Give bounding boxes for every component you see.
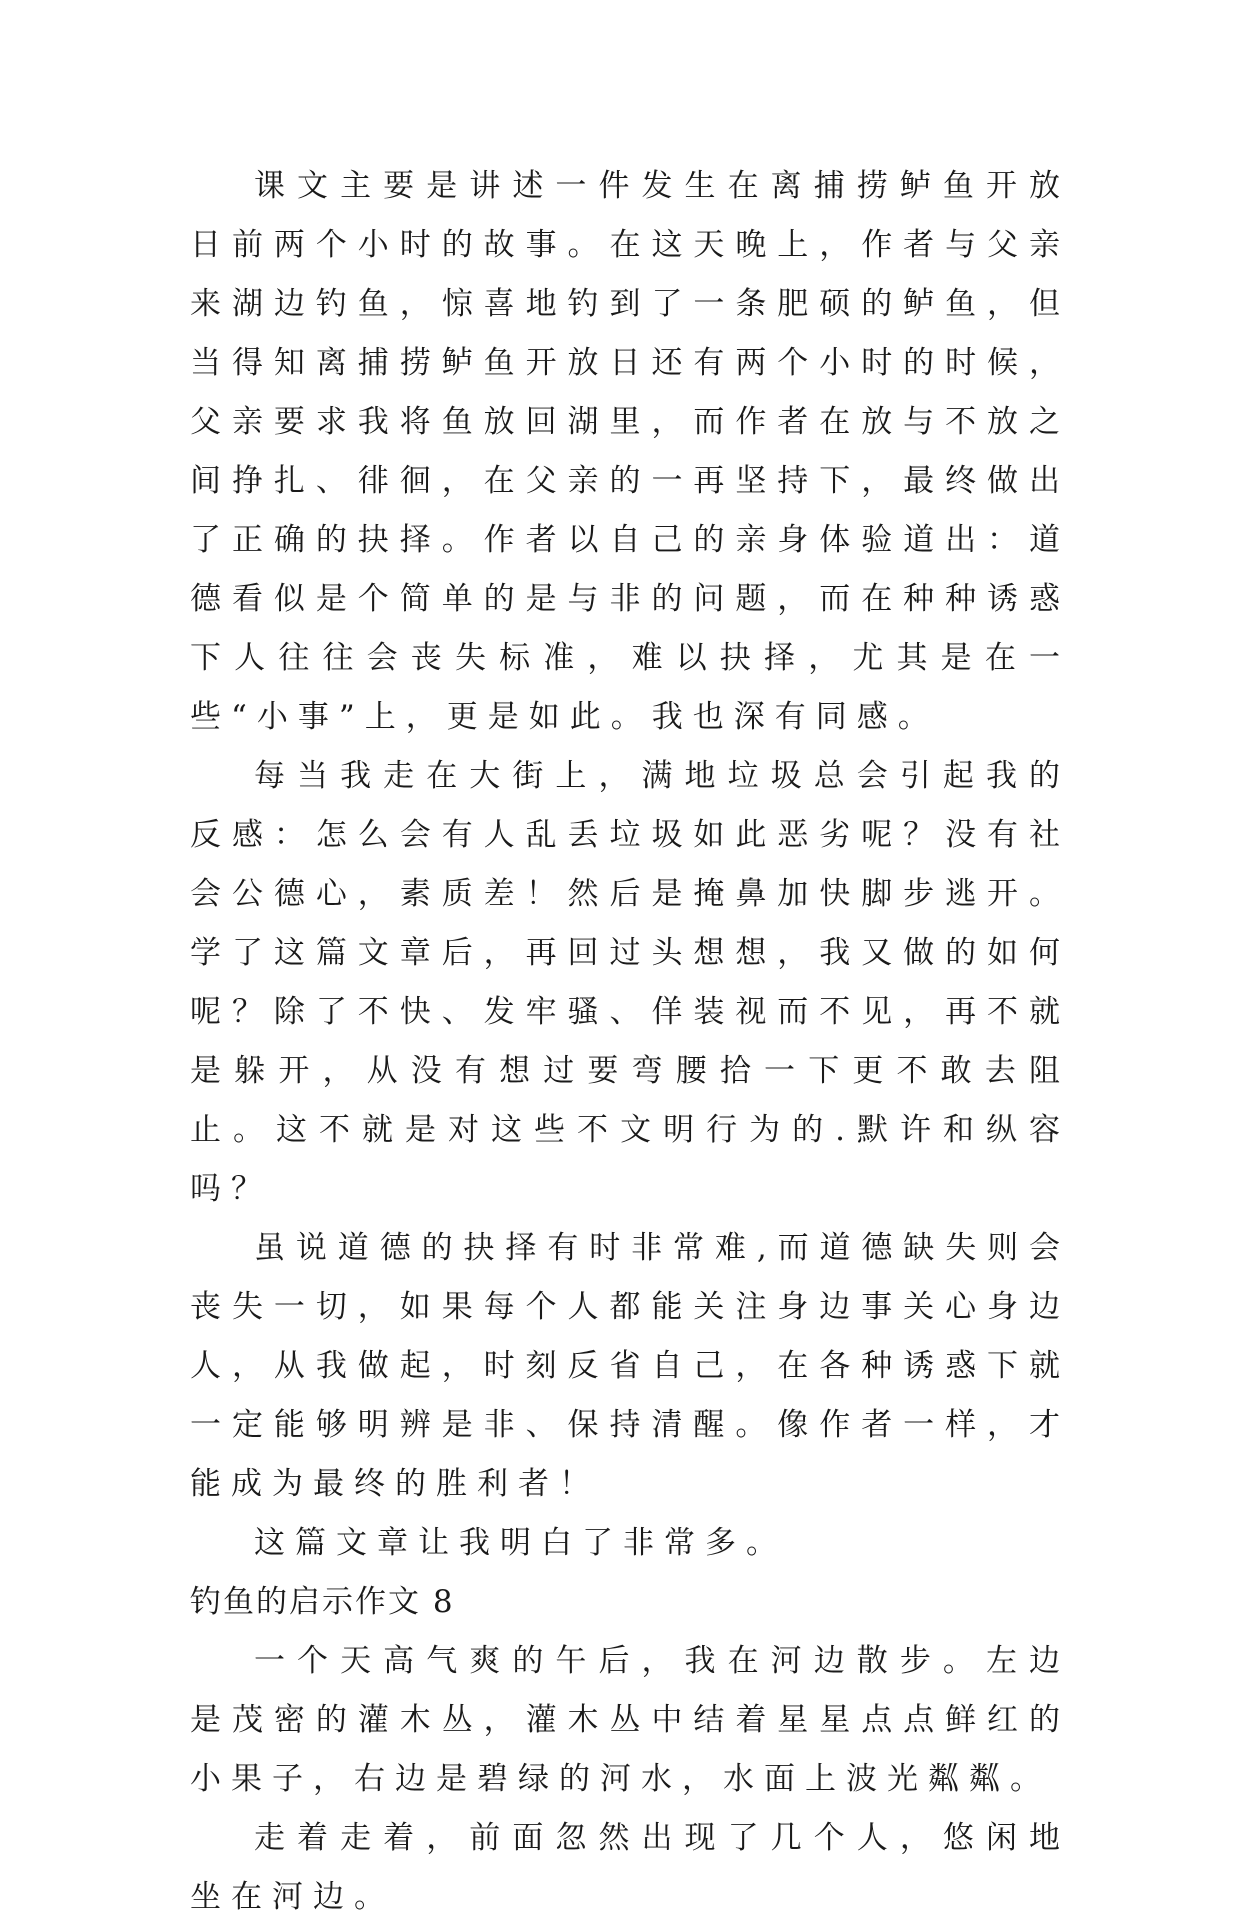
paragraph-people-by-river: 走着走着，前面忽然出现了几个人，悠闲地坐在河边。 (190, 1820, 1070, 1915)
essay-heading: 钓鱼的启示作文 8 (190, 1584, 455, 1620)
paragraph-riverside-walk: 一个天高气爽的午后，我在河边散步。左边是茂密的灌木丛，灌木丛中结着星星点点鲜红的小果子，右边是碧绿的河水，水面上波光粼粼。 (190, 1643, 1070, 1797)
paragraph-moral-choice: 虽说道德的抉择有时非常难,而道德缺失则会丧失一切，如果每个人都能关注身边事关心身边人，从我做起，时刻反省自己，在各种诱惑下就一定能够明辨是非、保持清醒。像作者一样，才能成为最终的胜利者！ (190, 1230, 1070, 1502)
paragraph-street-litter: 每当我走在大街上，满地垃圾总会引起我的反感：怎么会有人乱丢垃圾如此恶劣呢？没有社会公德心，素质差！然后是掩鼻加快脚步逃开。学了这篇文章后，再回过头想想，我又做的如何呢？除了不快、发牢骚、佯装视而不见，再不就是躲开，从没有想过要弯腰拾一下更不敢去阻止。这不就是对这些不文明行为的.默许和纵容吗？ (190, 758, 1070, 1207)
paragraph-lesson-summary: 课文主要是讲述一件发生在离捕捞鲈鱼开放日前两个小时的故事。在这天晚上，作者与父亲来湖边钓鱼，惊喜地钓到了一条肥硕的鲈鱼，但当得知离捕捞鲈鱼开放日还有两个小时的时候，父亲要求我将鱼放回湖里，而作者在放与不放之间挣扎、徘徊，在父亲的一再坚持下，最终做出了正确的抉择。作者以自己的亲身体验道出：道德看似是个简单的是与非的问题，而在种种诱惑下人往往会丧失标准，难以抉择，尤其是在一些“小事”上，更是如此。我也深有同感。 (190, 168, 1070, 735)
document-body (190, 157, 1070, 1927)
paragraph-conclusion: 这篇文章让我明白了非常多。 (254, 1525, 787, 1561)
